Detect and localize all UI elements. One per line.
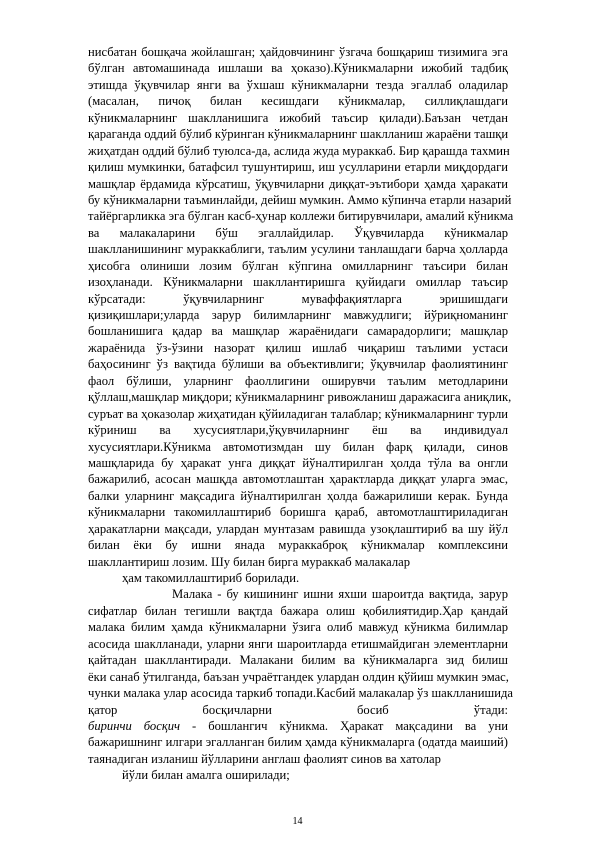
text-line: кўриниш ва хусусиятлари,ўқувчиларнинг ёш ва индивидуал (88, 423, 508, 438)
text-line: йўли билан амалга оширилади; (122, 768, 290, 783)
text-line: суръат ва ҳоказолар жиҳатидан қўйиладиган талаблар; кўникмаларнинг турли (88, 406, 508, 421)
text-line: асосида шаклланади, уларни янги шароитларда етишмайдиган элементларни (88, 636, 508, 651)
text-line: машқлар ёрдамида кўрсатиш, ўқувчиларни диққат-эътибори ҳамда ҳаракати (88, 176, 508, 191)
text-line: ҳам такомиллаштириб борилади. (122, 571, 300, 585)
italic-lead: биринчи босқич - (88, 718, 197, 733)
text-line: ва малакаларини бўш эгаллайдилар. Ўқувчиларда кўникмалар (88, 225, 508, 240)
text-line: изоҳланади. Кўникмаларни шакллантиришга қуйидаги омиллар таъсир (88, 275, 508, 290)
text-line: билан ёки бу ишни янада мураккаброқ кўникмалар комплексини (88, 538, 508, 553)
text-line: қайтадан шакллантиради. Малакани билим ва кўникмаларга зид билиш (88, 653, 508, 668)
text-line: кўникмаларнинг шаклланишига ижобий таъсир қилади).Баъзан четдан (88, 110, 508, 125)
body-text (88, 44, 514, 784)
text-line-with-italic-lead (88, 718, 508, 734)
text-line: қўллаш,машқлар миқдори; кўникмаларнинг ривожланиш даражасига аниқлик, (88, 390, 512, 405)
text-line: ёки санаб ўтилганда, баъзан учраётгандек улардан олдин қўйиш мумкин эмас, (88, 669, 509, 684)
text-line: ҳаракатларни мақсади, улардан мунтазам равишда узоқлаштириб ва шу йўл (88, 521, 508, 536)
text-line: жараёнида ўз-ўзини назорат қилиш ишлаб чиқариш таълими устаси (88, 340, 508, 355)
text-line: фаол бўлиши, уларнинг фаоллигини оширувчи таълим методларини (88, 373, 508, 388)
text-line: хусусиятлари.Кўникма автомотизмдан шу билан фарқ қилади, синов (88, 439, 508, 454)
text-line: чунки малака улар асосида таркиб топади.Касбий малакалар ўз шаклланишида (88, 686, 513, 701)
text-line: машқларида бу ҳаракат унга диққат йўналтирилган ҳолда тўла ва онгли (88, 455, 508, 470)
text-line: нисбатан бошқача жойлашган; ҳайдовчининг ўзгача бошқариш тизимига эга (88, 45, 508, 59)
text-line: тайёргарликка эга бўлган касб-ҳунар коллежи битирувчилари, амалий кўникма (88, 209, 514, 224)
text-line: бўлган автомашинада ишлаши ва ҳоказо).Кўникмаларни ижобий тадбиқ (88, 61, 508, 76)
text-line: бажаришнинг илгари эгалланган билим ҳамда кўникмаларга (одатда маиший) (88, 735, 508, 750)
text-line: таянадиган изланиш йўлларини англаш фаолият синов ва хатолар (88, 751, 441, 766)
text-line-rest: бошлангич кўникма. Ҳаракат мақсадини ва уни (208, 718, 508, 733)
text-line: қизиқишлари;уларда зарур билимларнинг мавжудлиги; йўриқноманинг (88, 308, 508, 322)
page-number: 14 (292, 816, 303, 827)
text-line: қатор босқичларни босиб ўтади: (88, 702, 508, 717)
text-line: сифатлар билан тегишли вақтда бажара олиш қобилиятидир.Ҳар қандай (88, 603, 508, 618)
text-line: этишда ўқувчилар янги ва ўхшаш кўникмаларни тезда эгаллаб оладилар (88, 77, 508, 92)
text-line: Малака - бу кишининг ишни яхши шароитда вақтида, зарур (172, 587, 508, 602)
text-line: шакллантириш лозим. Шу билан бирга мураккаб малакалар (88, 554, 411, 569)
text-line: қилиш мумкинки, батафсил тушунтириш, иш усулларини етарли миқдордаги (88, 160, 508, 175)
text-line: бажарилиб, асосан машқда автомотлаштан ҳарактларда диққат уларга эмас, (88, 472, 508, 487)
text-line: (масалан, пичоқ билан кесишдаги кўникмалар, силлиқлашдаги (88, 94, 508, 109)
text-line: кўникмаларни такомиллаштириб боришга қараб, автомотлаштириладиган (88, 505, 508, 520)
text-line: кўрсатади: ўқувчиларнинг муваффақиятларга эришишдаги (88, 291, 508, 306)
text-line: бу кўникмаларни таъминлайди, дейиш мумкин. Аммо кўпинча етарли назарий (88, 192, 512, 207)
text-line: баҳосининг ўз вақтида бўлиши ва объективлиги; ўқувчилар фаолиятининг (88, 357, 508, 372)
text-line: жиҳатдан оддий бўлиб туюлса-да, аслида жуда мураккаб. Бир қарашда тахмин (88, 143, 510, 158)
text-line: малака билим ҳамда кўникмаларни ўзига олиб мавжуд кўникма билимлар (88, 620, 508, 635)
text-line: ҳисобга олиниши лозим бўлган кўпгина омилларнинг таъсири билан (88, 258, 508, 273)
text-line: қараганда оддий бўлиб кўринган кўникмаларнинг шаклланиш жараёни ташқи (88, 127, 509, 142)
text-line: бошланишига қадар ва машқлар жараёнидаги самарадорлиги; машқлар (88, 324, 508, 339)
text-line: шаклланишининг мураккаблиги, таълим усулини танлашдаги барча ҳолларда (88, 242, 508, 257)
text-line: балки уларнинг мақсадига йўналтирилган ҳолда бажарилиши керак. Бунда (88, 488, 508, 503)
